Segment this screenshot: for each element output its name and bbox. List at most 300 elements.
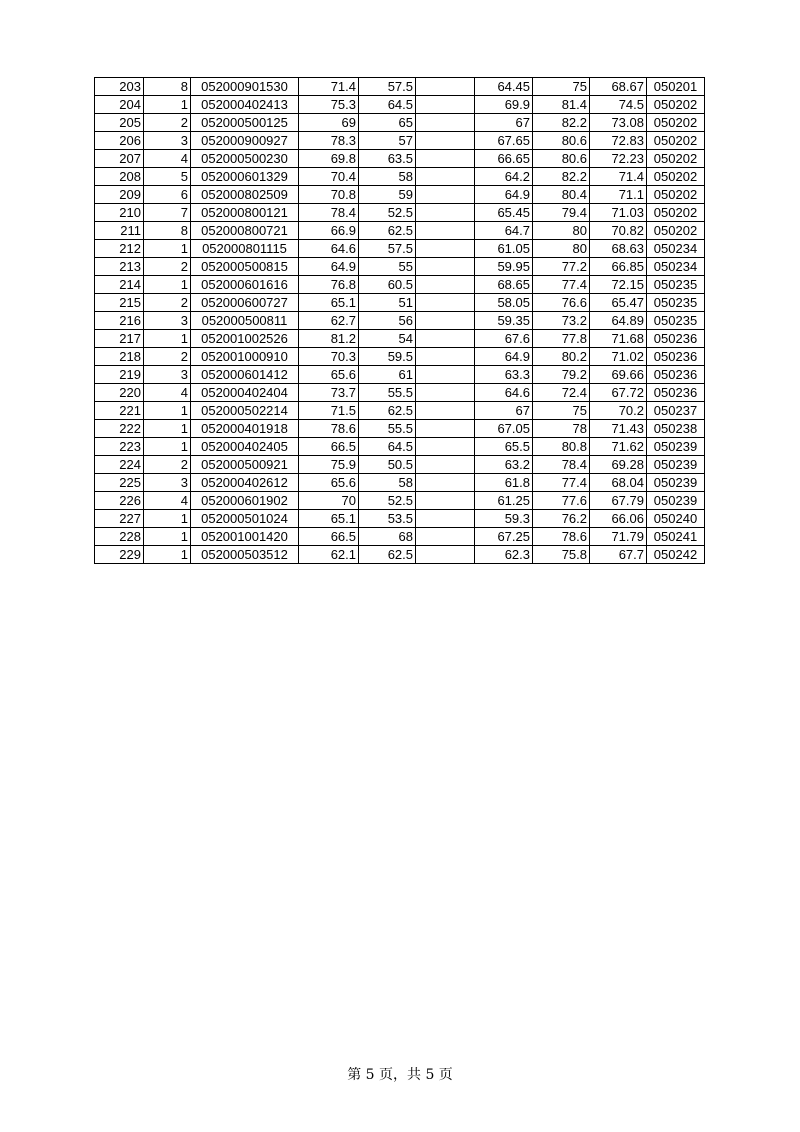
seq-cell: 205 (95, 114, 144, 132)
seq-cell: 222 (95, 420, 144, 438)
interview-score-cell: 80.4 (533, 186, 590, 204)
table-row (95, 402, 705, 420)
blank-cell (416, 240, 475, 258)
total-score-cell: 71.43 (590, 420, 647, 438)
position-code-cell: 050239 (647, 438, 705, 456)
total-score-cell: 66.85 (590, 258, 647, 276)
blank-cell (416, 546, 475, 564)
score-b-cell: 60.5 (359, 276, 416, 294)
table-row (95, 276, 705, 294)
exam-id-cell: 052001000910 (191, 348, 299, 366)
blank-cell (416, 492, 475, 510)
score-a-cell: 70.3 (299, 348, 359, 366)
written-score-cell: 63.3 (475, 366, 533, 384)
written-score-cell: 67.6 (475, 330, 533, 348)
blank-cell (416, 276, 475, 294)
score-b-cell: 53.5 (359, 510, 416, 528)
exam-id-cell: 052000402612 (191, 474, 299, 492)
blank-cell (416, 150, 475, 168)
score-b-cell: 63.5 (359, 150, 416, 168)
exam-id-cell: 052001001420 (191, 528, 299, 546)
blank-cell (416, 330, 475, 348)
rank-cell: 1 (144, 420, 191, 438)
rank-cell: 4 (144, 492, 191, 510)
position-code-cell: 050202 (647, 222, 705, 240)
rank-cell: 3 (144, 474, 191, 492)
total-score-cell: 71.62 (590, 438, 647, 456)
blank-cell (416, 348, 475, 366)
exam-id-cell: 052000901530 (191, 78, 299, 96)
rank-cell: 1 (144, 510, 191, 528)
position-code-cell: 050239 (647, 456, 705, 474)
written-score-cell: 64.6 (475, 384, 533, 402)
exam-id-cell: 052000601616 (191, 276, 299, 294)
exam-id-cell: 052000402413 (191, 96, 299, 114)
exam-id-cell: 052000600727 (191, 294, 299, 312)
written-score-cell: 69.9 (475, 96, 533, 114)
position-code-cell: 050202 (647, 204, 705, 222)
position-code-cell: 050202 (647, 96, 705, 114)
position-code-cell: 050202 (647, 168, 705, 186)
total-score-cell: 70.2 (590, 402, 647, 420)
table-row (95, 312, 705, 330)
total-score-cell: 71.02 (590, 348, 647, 366)
score-a-cell: 70 (299, 492, 359, 510)
rank-cell: 3 (144, 132, 191, 150)
seq-cell: 220 (95, 384, 144, 402)
score-a-cell: 66.9 (299, 222, 359, 240)
rank-cell: 8 (144, 78, 191, 96)
interview-score-cell: 77.4 (533, 474, 590, 492)
written-score-cell: 61.25 (475, 492, 533, 510)
exam-id-cell: 052000900927 (191, 132, 299, 150)
position-code-cell: 050241 (647, 528, 705, 546)
table-row (95, 546, 705, 564)
table-row (95, 186, 705, 204)
score-b-cell: 57 (359, 132, 416, 150)
interview-score-cell: 82.2 (533, 168, 590, 186)
total-score-cell: 74.5 (590, 96, 647, 114)
table-row (95, 330, 705, 348)
position-code-cell: 050237 (647, 402, 705, 420)
total-score-cell: 69.66 (590, 366, 647, 384)
score-b-cell: 59 (359, 186, 416, 204)
rank-cell: 2 (144, 348, 191, 366)
blank-cell (416, 204, 475, 222)
table-row (95, 438, 705, 456)
table-row (95, 366, 705, 384)
position-code-cell: 050202 (647, 132, 705, 150)
total-score-cell: 71.03 (590, 204, 647, 222)
interview-score-cell: 81.4 (533, 96, 590, 114)
table-row (95, 348, 705, 366)
interview-score-cell: 78.4 (533, 456, 590, 474)
seq-cell: 215 (95, 294, 144, 312)
position-code-cell: 050239 (647, 474, 705, 492)
exam-id-cell: 052000500921 (191, 456, 299, 474)
table-row (95, 78, 705, 96)
blank-cell (416, 96, 475, 114)
position-code-cell: 050236 (647, 366, 705, 384)
blank-cell (416, 312, 475, 330)
table-row (95, 510, 705, 528)
written-score-cell: 67.65 (475, 132, 533, 150)
exam-id-cell: 052000800721 (191, 222, 299, 240)
score-a-cell: 76.8 (299, 276, 359, 294)
position-code-cell: 050236 (647, 384, 705, 402)
blank-cell (416, 186, 475, 204)
score-a-cell: 71.4 (299, 78, 359, 96)
seq-cell: 204 (95, 96, 144, 114)
rank-cell: 7 (144, 204, 191, 222)
position-code-cell: 050202 (647, 114, 705, 132)
total-score-cell: 67.72 (590, 384, 647, 402)
interview-score-cell: 80.6 (533, 132, 590, 150)
score-a-cell: 65.6 (299, 366, 359, 384)
exam-id-cell: 052000802509 (191, 186, 299, 204)
position-code-cell: 050236 (647, 348, 705, 366)
score-a-cell: 78.3 (299, 132, 359, 150)
total-score-cell: 73.08 (590, 114, 647, 132)
rank-cell: 6 (144, 186, 191, 204)
interview-score-cell: 73.2 (533, 312, 590, 330)
interview-score-cell: 76.2 (533, 510, 590, 528)
position-code-cell: 050240 (647, 510, 705, 528)
score-b-cell: 51 (359, 294, 416, 312)
page-footer: 第 5 页，共 5 页 (347, 1067, 453, 1083)
score-a-cell: 75.9 (299, 456, 359, 474)
rank-cell: 2 (144, 294, 191, 312)
score-b-cell: 54 (359, 330, 416, 348)
score-a-cell: 69 (299, 114, 359, 132)
position-code-cell: 050234 (647, 240, 705, 258)
exam-id-cell: 052000500230 (191, 150, 299, 168)
interview-score-cell: 76.6 (533, 294, 590, 312)
position-code-cell: 050202 (647, 150, 705, 168)
score-b-cell: 61 (359, 366, 416, 384)
position-code-cell: 050235 (647, 276, 705, 294)
interview-score-cell: 80.2 (533, 348, 590, 366)
written-score-cell: 68.65 (475, 276, 533, 294)
score-a-cell: 62.7 (299, 312, 359, 330)
blank-cell (416, 78, 475, 96)
table-row (95, 150, 705, 168)
table-row (95, 528, 705, 546)
interview-score-cell: 75 (533, 402, 590, 420)
interview-score-cell: 78.6 (533, 528, 590, 546)
total-score-cell: 66.06 (590, 510, 647, 528)
blank-cell (416, 474, 475, 492)
seq-cell: 207 (95, 150, 144, 168)
total-score-cell: 72.23 (590, 150, 647, 168)
seq-cell: 214 (95, 276, 144, 294)
position-code-cell: 050242 (647, 546, 705, 564)
score-a-cell: 70.4 (299, 168, 359, 186)
written-score-cell: 64.9 (475, 186, 533, 204)
score-b-cell: 55.5 (359, 384, 416, 402)
interview-score-cell: 77.6 (533, 492, 590, 510)
written-score-cell: 66.65 (475, 150, 533, 168)
table-row (95, 258, 705, 276)
score-b-cell: 64.5 (359, 438, 416, 456)
position-code-cell: 050234 (647, 258, 705, 276)
table-row (95, 96, 705, 114)
interview-score-cell: 80 (533, 222, 590, 240)
score-b-cell: 57.5 (359, 240, 416, 258)
exam-id-cell: 052000501024 (191, 510, 299, 528)
exam-id-cell: 052000601329 (191, 168, 299, 186)
exam-id-cell: 052000502214 (191, 402, 299, 420)
seq-cell: 225 (95, 474, 144, 492)
seq-cell: 209 (95, 186, 144, 204)
written-score-cell: 67 (475, 114, 533, 132)
score-a-cell: 65.1 (299, 294, 359, 312)
blank-cell (416, 456, 475, 474)
exam-id-cell: 052000503512 (191, 546, 299, 564)
score-b-cell: 64.5 (359, 96, 416, 114)
rank-cell: 3 (144, 312, 191, 330)
position-code-cell: 050201 (647, 78, 705, 96)
rank-cell: 1 (144, 330, 191, 348)
rank-cell: 1 (144, 276, 191, 294)
table-row (95, 222, 705, 240)
written-score-cell: 61.05 (475, 240, 533, 258)
seq-cell: 210 (95, 204, 144, 222)
exam-id-cell: 052000500815 (191, 258, 299, 276)
total-score-cell: 71.4 (590, 168, 647, 186)
score-a-cell: 64.9 (299, 258, 359, 276)
exam-id-cell: 052000801115 (191, 240, 299, 258)
rank-cell: 1 (144, 528, 191, 546)
seq-cell: 221 (95, 402, 144, 420)
score-a-cell: 75.3 (299, 96, 359, 114)
exam-id-cell: 052000402405 (191, 438, 299, 456)
written-score-cell: 65.5 (475, 438, 533, 456)
written-score-cell: 64.45 (475, 78, 533, 96)
seq-cell: 211 (95, 222, 144, 240)
score-b-cell: 56 (359, 312, 416, 330)
written-score-cell: 64.7 (475, 222, 533, 240)
interview-score-cell: 75.8 (533, 546, 590, 564)
score-a-cell: 66.5 (299, 528, 359, 546)
score-a-cell: 70.8 (299, 186, 359, 204)
seq-cell: 206 (95, 132, 144, 150)
blank-cell (416, 132, 475, 150)
written-score-cell: 62.3 (475, 546, 533, 564)
rank-cell: 2 (144, 114, 191, 132)
total-score-cell: 71.68 (590, 330, 647, 348)
exam-id-cell: 052001002526 (191, 330, 299, 348)
interview-score-cell: 79.4 (533, 204, 590, 222)
score-b-cell: 62.5 (359, 402, 416, 420)
position-code-cell: 050239 (647, 492, 705, 510)
blank-cell (416, 258, 475, 276)
total-score-cell: 68.04 (590, 474, 647, 492)
blank-cell (416, 366, 475, 384)
written-score-cell: 59.3 (475, 510, 533, 528)
score-table-body (95, 78, 705, 564)
total-score-cell: 65.47 (590, 294, 647, 312)
table-row (95, 168, 705, 186)
score-a-cell: 65.1 (299, 510, 359, 528)
interview-score-cell: 77.4 (533, 276, 590, 294)
seq-cell: 203 (95, 78, 144, 96)
blank-cell (416, 438, 475, 456)
interview-score-cell: 80 (533, 240, 590, 258)
rank-cell: 1 (144, 96, 191, 114)
position-code-cell: 050235 (647, 294, 705, 312)
seq-cell: 218 (95, 348, 144, 366)
score-a-cell: 66.5 (299, 438, 359, 456)
exam-id-cell: 052000401918 (191, 420, 299, 438)
rank-cell: 4 (144, 384, 191, 402)
exam-id-cell: 052000800121 (191, 204, 299, 222)
seq-cell: 217 (95, 330, 144, 348)
total-score-cell: 72.83 (590, 132, 647, 150)
seq-cell: 224 (95, 456, 144, 474)
score-b-cell: 55 (359, 258, 416, 276)
seq-cell: 227 (95, 510, 144, 528)
written-score-cell: 59.95 (475, 258, 533, 276)
score-a-cell: 69.8 (299, 150, 359, 168)
position-code-cell: 050236 (647, 330, 705, 348)
exam-id-cell: 052000601902 (191, 492, 299, 510)
score-a-cell: 71.5 (299, 402, 359, 420)
total-score-cell: 67.79 (590, 492, 647, 510)
written-score-cell: 67.05 (475, 420, 533, 438)
seq-cell: 213 (95, 258, 144, 276)
rank-cell: 5 (144, 168, 191, 186)
total-score-cell: 64.89 (590, 312, 647, 330)
score-b-cell: 59.5 (359, 348, 416, 366)
total-score-cell: 72.15 (590, 276, 647, 294)
seq-cell: 223 (95, 438, 144, 456)
score-a-cell: 78.4 (299, 204, 359, 222)
table-row (95, 474, 705, 492)
interview-score-cell: 82.2 (533, 114, 590, 132)
interview-score-cell: 77.8 (533, 330, 590, 348)
rank-cell: 1 (144, 438, 191, 456)
total-score-cell: 68.63 (590, 240, 647, 258)
score-table (94, 77, 705, 564)
score-b-cell: 55.5 (359, 420, 416, 438)
blank-cell (416, 528, 475, 546)
blank-cell (416, 402, 475, 420)
table-row (95, 384, 705, 402)
seq-cell: 219 (95, 366, 144, 384)
total-score-cell: 67.7 (590, 546, 647, 564)
score-a-cell: 73.7 (299, 384, 359, 402)
score-a-cell: 65.6 (299, 474, 359, 492)
written-score-cell: 58.05 (475, 294, 533, 312)
seq-cell: 229 (95, 546, 144, 564)
written-score-cell: 64.2 (475, 168, 533, 186)
table-row (95, 294, 705, 312)
position-code-cell: 050238 (647, 420, 705, 438)
seq-cell: 208 (95, 168, 144, 186)
seq-cell: 216 (95, 312, 144, 330)
interview-score-cell: 80.6 (533, 150, 590, 168)
blank-cell (416, 294, 475, 312)
total-score-cell: 69.28 (590, 456, 647, 474)
written-score-cell: 63.2 (475, 456, 533, 474)
score-b-cell: 58 (359, 168, 416, 186)
table-row (95, 114, 705, 132)
rank-cell: 8 (144, 222, 191, 240)
seq-cell: 226 (95, 492, 144, 510)
rank-cell: 3 (144, 366, 191, 384)
blank-cell (416, 222, 475, 240)
seq-cell: 212 (95, 240, 144, 258)
rank-cell: 1 (144, 546, 191, 564)
total-score-cell: 71.79 (590, 528, 647, 546)
rank-cell: 1 (144, 240, 191, 258)
score-a-cell: 78.6 (299, 420, 359, 438)
blank-cell (416, 384, 475, 402)
written-score-cell: 67.25 (475, 528, 533, 546)
total-score-cell: 68.67 (590, 78, 647, 96)
score-a-cell: 64.6 (299, 240, 359, 258)
rank-cell: 4 (144, 150, 191, 168)
table-row (95, 132, 705, 150)
score-b-cell: 50.5 (359, 456, 416, 474)
rank-cell: 2 (144, 456, 191, 474)
interview-score-cell: 78 (533, 420, 590, 438)
seq-cell: 228 (95, 528, 144, 546)
blank-cell (416, 114, 475, 132)
position-code-cell: 050235 (647, 312, 705, 330)
written-score-cell: 65.45 (475, 204, 533, 222)
rank-cell: 2 (144, 258, 191, 276)
score-b-cell: 57.5 (359, 78, 416, 96)
table-row (95, 492, 705, 510)
position-code-cell: 050202 (647, 186, 705, 204)
interview-score-cell: 79.2 (533, 366, 590, 384)
score-b-cell: 52.5 (359, 492, 416, 510)
score-a-cell: 62.1 (299, 546, 359, 564)
score-b-cell: 58 (359, 474, 416, 492)
total-score-cell: 71.1 (590, 186, 647, 204)
written-score-cell: 64.9 (475, 348, 533, 366)
rank-cell: 1 (144, 402, 191, 420)
exam-id-cell: 052000402404 (191, 384, 299, 402)
written-score-cell: 67 (475, 402, 533, 420)
table-row (95, 204, 705, 222)
score-a-cell: 81.2 (299, 330, 359, 348)
interview-score-cell: 72.4 (533, 384, 590, 402)
score-b-cell: 62.5 (359, 222, 416, 240)
interview-score-cell: 75 (533, 78, 590, 96)
score-b-cell: 68 (359, 528, 416, 546)
table-row (95, 240, 705, 258)
written-score-cell: 61.8 (475, 474, 533, 492)
score-b-cell: 62.5 (359, 546, 416, 564)
interview-score-cell: 80.8 (533, 438, 590, 456)
exam-id-cell: 052000601412 (191, 366, 299, 384)
blank-cell (416, 510, 475, 528)
interview-score-cell: 77.2 (533, 258, 590, 276)
total-score-cell: 70.82 (590, 222, 647, 240)
exam-id-cell: 052000500125 (191, 114, 299, 132)
score-b-cell: 52.5 (359, 204, 416, 222)
score-b-cell: 65 (359, 114, 416, 132)
blank-cell (416, 168, 475, 186)
exam-id-cell: 052000500811 (191, 312, 299, 330)
table-row (95, 420, 705, 438)
blank-cell (416, 420, 475, 438)
written-score-cell: 59.35 (475, 312, 533, 330)
table-row (95, 456, 705, 474)
